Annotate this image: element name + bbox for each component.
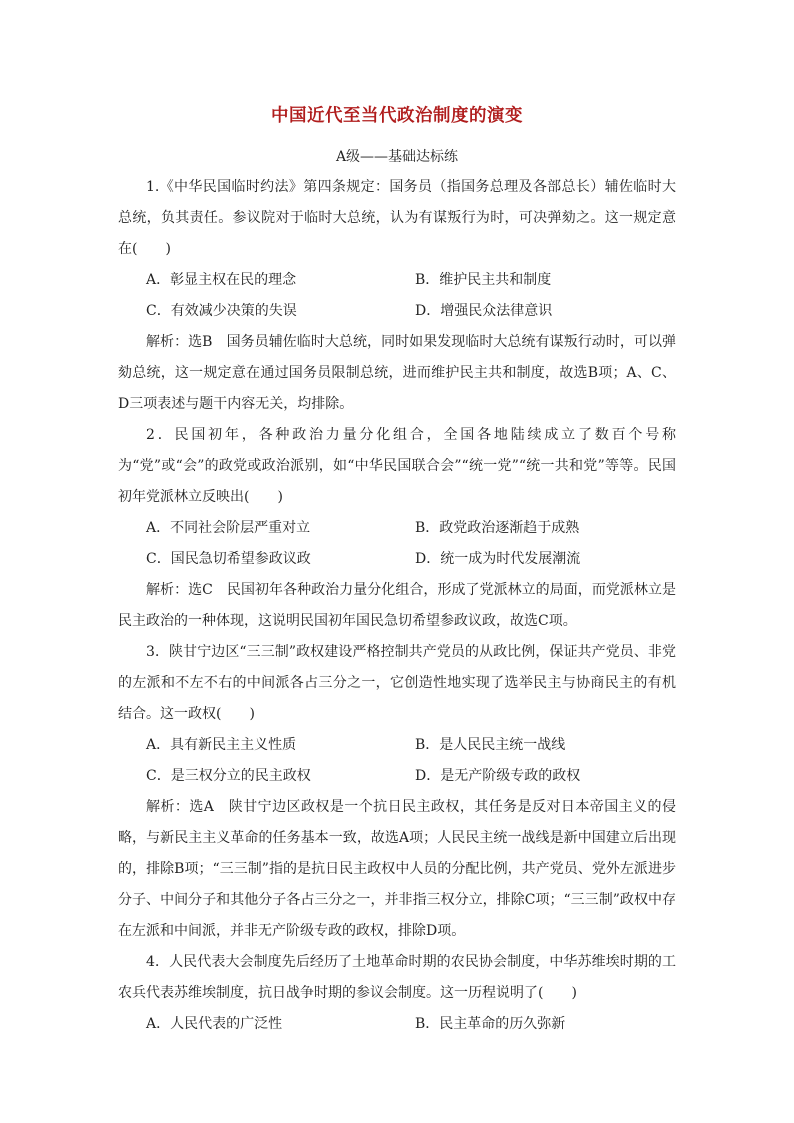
option-d: D．增强民众法律意识 <box>415 303 553 319</box>
question-stem: 3．陕甘宁边区“三三制”政权建设严格控制共产党员的从政比例，保证共产党员、非党的左派和不左不右的中间派各占三分之一，它创造性地实现了选举民主与协商民主的有机结合。这一政权( ) <box>118 644 676 722</box>
question-analysis: 解析：选C 民国初年各种政治力量分化组合，形成了党派林立的局面，而党派林立是民主政治的一种体现，这说明民国初年国民急切希望参政议政，故选C项。 <box>118 582 676 629</box>
question-list <box>118 172 676 1040</box>
option-d: D．统一成为时代发展潮流 <box>415 551 581 567</box>
question-4 <box>118 947 676 1040</box>
option-a: A．彰显主权在民的理念 <box>146 272 297 288</box>
option-a: A．人民代表的广泛性 <box>146 1016 283 1032</box>
section-subtitle: A级——基础达标练 <box>335 149 459 165</box>
question-3 <box>118 637 676 947</box>
question-stem: 4．人民代表大会制度先后经历了土地革命时期的农民协会制度，中华苏维埃时期的工农兵代表苏维埃制度，抗日战争时期的参议会制度。这一历程说明了( ) <box>118 954 676 1001</box>
question-1 <box>118 172 676 420</box>
question-2 <box>118 420 676 637</box>
page-title: 中国近代至当代政治制度的演变 <box>271 106 523 126</box>
option-c: C．国民急切希望参政议政 <box>146 551 311 567</box>
option-b: B．是人民民主统一战线 <box>415 737 566 753</box>
option-a: A．具有新民主主义性质 <box>146 737 297 753</box>
option-d: D．是无产阶级专政的政权 <box>415 768 581 784</box>
option-c: C．有效减少决策的失误 <box>146 303 297 319</box>
option-list <box>118 265 676 327</box>
option-b: B．维护民主共和制度 <box>415 272 552 288</box>
option-b: B．民主革命的历久弥新 <box>415 1016 566 1032</box>
question-analysis: 解析：选A 陕甘宁边区政权是一个抗日民主政权，其任务是反对日本帝国主义的侵略，与新民主主义革命的任务基本一致，故选A项；人民民主统一战线是新中国建立后出现的，排除B项；“三三制”指的是抗日民主政权中人员的分配比例，共产党员、党外左派进步分子、中间分子和其他分子各占三分之一，并非指三权分立，排除C项；“三三制”政权中存在左派和中间派，并非无产阶级专政的政权，排除D项。 <box>118 799 676 939</box>
question-stem: 2．民国初年，各种政治力量分化组合，全国各地陆续成立了数百个号称为“党”或“会”的政党或政治派别，如“中华民国联合会”“统一党”“统一共和党”等等。民国初年党派林立反映出( ) <box>118 427 676 505</box>
question-analysis: 解析：选B 国务员辅佐临时大总统，同时如果发现临时大总统有谋叛行动时，可以弹劾总统，这一规定意在通过国务员限制总统，进而维护民主共和制度，故选B项；A、C、D三项表述与题干内容无关，均排除。 <box>118 334 676 412</box>
option-b: B．政党政治逐渐趋于成熟 <box>415 520 580 536</box>
option-c: C．是三权分立的民主政权 <box>146 768 311 784</box>
option-list <box>118 513 676 575</box>
question-stem: 1.《中华民国临时约法》第四条规定：国务员（指国务总理及各部总长）辅佐临时大总统，负其责任。参议院对于临时大总统，认为有谋叛行为时，可决弹劾之。这一规定意在( ) <box>118 179 676 257</box>
option-list <box>118 730 676 792</box>
option-a: A．不同社会阶层严重对立 <box>146 520 311 536</box>
option-list <box>118 1009 676 1040</box>
